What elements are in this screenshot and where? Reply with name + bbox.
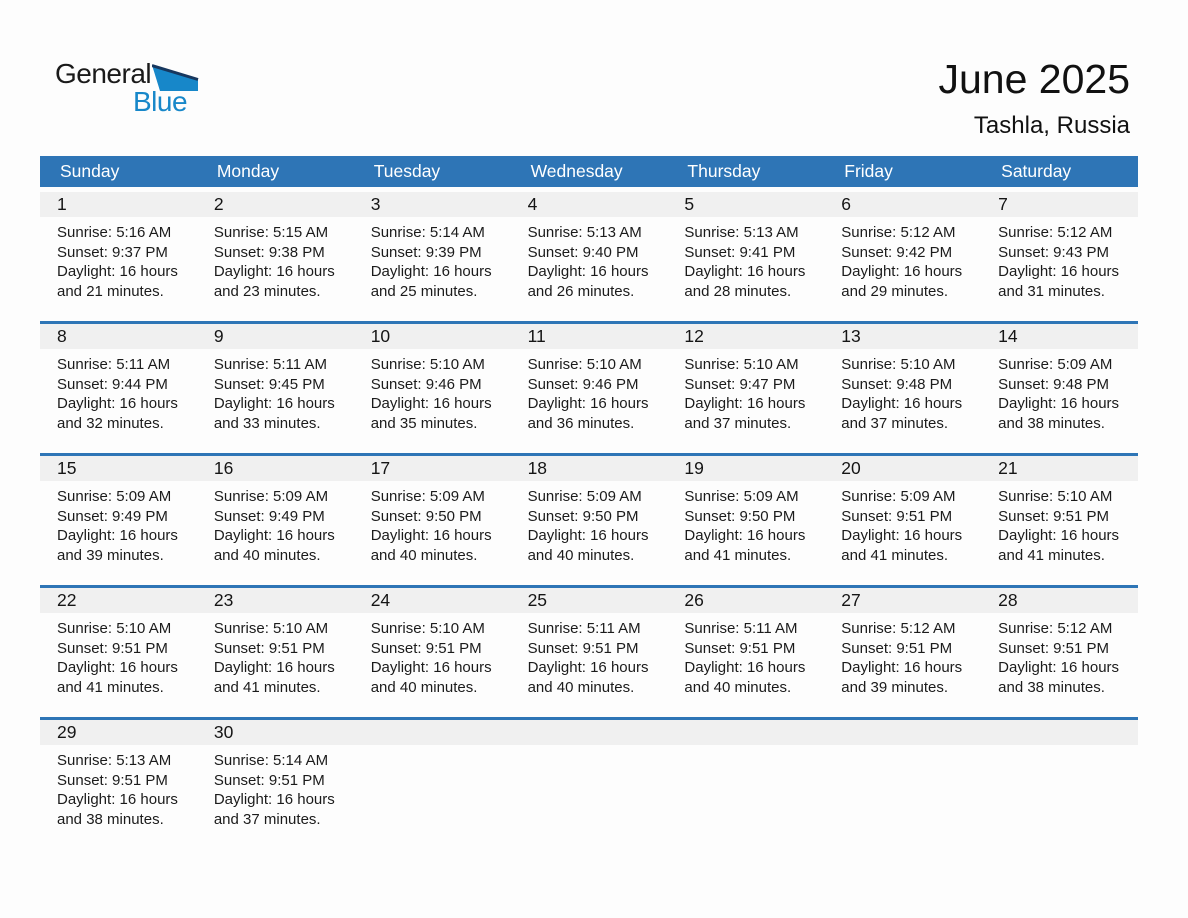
daylight-minutes-text: and 38 minutes. [998,678,1105,696]
calendar-title-block [938,57,1130,140]
calendar-day-cell [981,324,1138,453]
day-details [511,217,668,301]
day-details [981,217,1138,301]
calendar-empty-cell [511,720,668,849]
daylight-minutes-text: and 40 minutes. [684,678,792,696]
sunset-text: Sunset: 9:49 PM [213,507,325,525]
day-details [511,613,668,697]
sunset-text: Sunset: 9:47 PM [684,375,796,393]
day-details [667,481,824,565]
sunset-text: Sunset: 9:48 PM [841,375,953,393]
daylight-hours-text: Daylight: 16 hours [57,527,178,545]
daylight-hours-text: Daylight: 16 hours [370,395,492,413]
sunset-text: Sunset: 9:51 PM [213,771,325,789]
calendar-day-cell [511,192,668,321]
sunrise-text: Sunrise: 5:09 AM [841,488,956,505]
sunrise-text: Sunrise: 5:09 AM [998,356,1113,373]
day-number: 4 [527,194,538,214]
day-details [197,613,354,697]
day-details [197,745,354,829]
sunset-text: Sunset: 9:39 PM [370,243,482,261]
sunrise-text: Sunrise: 5:10 AM [370,356,485,373]
month-title: June 2025 [938,56,1130,102]
daylight-minutes-text: and 37 minutes. [841,414,949,432]
daylight-minutes-text: and 39 minutes. [841,678,949,696]
daylight-minutes-text: and 21 minutes. [57,282,164,300]
sunrise-text: Sunrise: 5:11 AM [684,620,798,637]
daylight-hours-text: Daylight: 16 hours [998,659,1120,677]
sunset-text: Sunset: 9:51 PM [213,639,325,657]
daylight-minutes-text: and 31 minutes. [998,282,1105,300]
calendar-day-cell [197,192,354,321]
daylight-hours-text: Daylight: 16 hours [370,527,492,545]
sunrise-text: Sunrise: 5:10 AM [527,356,642,373]
calendar-day-cell [824,192,981,321]
weekday-friday: Friday [844,161,893,181]
day-details [354,349,511,433]
sunset-text: Sunset: 9:45 PM [213,375,325,393]
sunrise-text: Sunrise: 5:16 AM [57,224,172,241]
calendar-day-cell [511,588,668,717]
daylight-hours-text: Daylight: 16 hours [213,263,335,281]
calendar-week-row [40,453,1138,585]
weekday-header-row [40,156,1138,187]
sunrise-text: Sunrise: 5:09 AM [213,488,329,505]
daylight-minutes-text: and 23 minutes. [213,282,321,300]
calendar-day-cell [667,192,824,321]
day-number: 22 [57,590,77,610]
day-number: 10 [370,326,391,346]
day-number: 25 [527,590,548,610]
day-number: 26 [684,590,704,610]
daylight-minutes-text: and 40 minutes. [527,546,635,564]
daylight-minutes-text: and 37 minutes. [213,810,321,828]
sunrise-text: Sunrise: 5:12 AM [841,224,956,241]
sunset-text: Sunset: 9:41 PM [684,243,796,261]
day-number: 23 [213,590,234,610]
sunset-text: Sunset: 9:37 PM [57,243,168,261]
calendar-day-cell [511,324,668,453]
sunset-text: Sunset: 9:46 PM [370,375,482,393]
calendar-week-row [40,585,1138,717]
daylight-hours-text: Daylight: 16 hours [527,527,649,545]
day-number: 27 [841,590,861,610]
day-details [824,481,981,565]
day-number: 6 [841,194,852,214]
sunrise-text: Sunrise: 5:10 AM [57,620,172,637]
calendar-day-cell [667,588,824,717]
daylight-minutes-text: and 41 minutes. [213,678,321,696]
day-number: 16 [213,458,234,478]
weekday-thursday: Thursday [687,161,761,181]
daylight-hours-text: Daylight: 16 hours [998,263,1120,281]
daylight-hours-text: Daylight: 16 hours [684,659,806,677]
daylight-minutes-text: and 32 minutes. [57,414,164,432]
calendar-week-row [40,192,1138,321]
daylight-minutes-text: and 37 minutes. [684,414,792,432]
day-details [354,217,511,301]
day-details [667,349,824,433]
calendar-weeks [40,192,1138,849]
day-details [667,217,824,301]
daylight-hours-text: Daylight: 16 hours [213,395,335,413]
day-number: 1 [57,194,67,214]
day-number: 20 [841,458,861,478]
sunset-text: Sunset: 9:50 PM [527,507,639,525]
day-number: 21 [998,458,1018,478]
sunrise-text: Sunrise: 5:12 AM [998,224,1113,241]
daylight-minutes-text: and 41 minutes. [684,546,792,564]
sunset-text: Sunset: 9:46 PM [527,375,639,393]
calendar-day-cell [354,192,511,321]
day-number: 11 [527,326,546,346]
calendar-day-cell [667,324,824,453]
sunset-text: Sunset: 9:44 PM [57,375,168,393]
calendar-day-cell [197,720,354,849]
calendar-day-cell [354,588,511,717]
sunrise-text: Sunrise: 5:13 AM [527,224,642,241]
calendar-day-cell [981,192,1138,321]
daylight-hours-text: Daylight: 16 hours [684,395,806,413]
calendar-day-cell [40,456,197,585]
daylight-hours-text: Daylight: 16 hours [841,395,963,413]
day-details [197,481,354,565]
sunset-text: Sunset: 9:51 PM [527,639,639,657]
calendar-table [40,156,1138,849]
calendar-empty-cell [667,720,824,849]
day-number: 3 [370,194,381,214]
weekday-saturday: Saturday [1001,161,1072,181]
calendar-empty-cell [824,720,981,849]
day-details [197,349,354,433]
calendar-day-cell [197,324,354,453]
calendar-day-cell [824,456,981,585]
day-details [511,349,668,433]
sunrise-text: Sunrise: 5:11 AM [213,356,327,373]
sunrise-text: Sunrise: 5:10 AM [684,356,799,373]
sunrise-text: Sunrise: 5:09 AM [57,488,172,505]
calendar-day-cell [40,720,197,849]
sunrise-text: Sunrise: 5:10 AM [841,356,956,373]
calendar-day-cell [824,324,981,453]
sunset-text: Sunset: 9:49 PM [57,507,168,525]
sunset-text: Sunset: 9:51 PM [370,639,482,657]
sunset-text: Sunset: 9:51 PM [841,507,953,525]
day-number: 29 [57,722,77,742]
logo-word-general: General [55,58,152,89]
day-number: 30 [213,722,234,742]
day-number: 17 [370,458,391,478]
daylight-minutes-text: and 35 minutes. [370,414,478,432]
day-number: 9 [213,326,224,346]
sunset-text: Sunset: 9:50 PM [684,507,796,525]
daylight-hours-text: Daylight: 16 hours [370,659,492,677]
daylight-hours-text: Daylight: 16 hours [57,263,178,281]
sunrise-text: Sunrise: 5:10 AM [998,488,1113,505]
weekday-sunday: Sunday [60,161,120,181]
day-number: 2 [213,194,224,214]
daylight-hours-text: Daylight: 16 hours [370,263,492,281]
location-subtitle: Tashla, Russia [973,112,1130,140]
weekday-wednesday: Wednesday [530,161,623,181]
daylight-hours-text: Daylight: 16 hours [213,659,335,677]
day-number: 24 [370,590,391,610]
daylight-minutes-text: and 25 minutes. [370,282,478,300]
calendar-empty-cell [354,720,511,849]
day-details [824,613,981,697]
calendar-week-row [40,321,1138,453]
sunset-text: Sunset: 9:42 PM [841,243,953,261]
daylight-minutes-text: and 41 minutes. [841,546,949,564]
daylight-minutes-text: and 40 minutes. [527,678,635,696]
day-details [40,349,197,433]
day-details [40,481,197,565]
calendar-empty-cell [981,720,1138,849]
day-number: 18 [527,458,548,478]
daylight-hours-text: Daylight: 16 hours [684,263,806,281]
sunrise-text: Sunrise: 5:14 AM [370,224,485,241]
daylight-hours-text: Daylight: 16 hours [841,527,963,545]
daylight-hours-text: Daylight: 16 hours [998,395,1120,413]
general-blue-logo [55,60,199,116]
calendar-day-cell [511,456,668,585]
day-number: 19 [684,458,704,478]
sunrise-text: Sunrise: 5:09 AM [527,488,642,505]
daylight-hours-text: Daylight: 16 hours [527,395,649,413]
daylight-hours-text: Daylight: 16 hours [841,659,963,677]
logo-word-blue: Blue [133,86,188,117]
daylight-hours-text: Daylight: 16 hours [213,527,335,545]
calendar-day-cell [824,588,981,717]
daylight-hours-text: Daylight: 16 hours [527,263,649,281]
daylight-minutes-text: and 28 minutes. [684,282,792,300]
daylight-minutes-text: and 40 minutes. [370,546,478,564]
calendar-day-cell [40,192,197,321]
day-details [981,613,1138,697]
daylight-minutes-text: and 38 minutes. [57,810,164,828]
sunset-text: Sunset: 9:51 PM [998,639,1110,657]
sunset-text: Sunset: 9:51 PM [998,507,1110,525]
day-number: 28 [998,590,1018,610]
daylight-minutes-text: and 33 minutes. [213,414,321,432]
daylight-minutes-text: and 41 minutes. [57,678,164,696]
daylight-minutes-text: and 40 minutes. [213,546,321,564]
daylight-hours-text: Daylight: 16 hours [57,791,178,809]
daylight-hours-text: Daylight: 16 hours [57,395,178,413]
day-number: 7 [998,194,1008,214]
day-details [824,349,981,433]
sunrise-text: Sunrise: 5:11 AM [527,620,641,637]
daylight-minutes-text: and 40 minutes. [370,678,478,696]
day-details [511,481,668,565]
day-details [981,481,1138,565]
calendar-day-cell [981,588,1138,717]
day-details [981,349,1138,433]
daylight-minutes-text: and 26 minutes. [527,282,635,300]
day-number: 13 [841,326,861,346]
day-details [667,613,824,697]
daylight-hours-text: Daylight: 16 hours [998,527,1120,545]
sunrise-text: Sunrise: 5:11 AM [57,356,171,373]
calendar-day-cell [981,456,1138,585]
daylight-minutes-text: and 38 minutes. [998,414,1105,432]
sunrise-text: Sunrise: 5:09 AM [370,488,485,505]
sunrise-text: Sunrise: 5:15 AM [213,224,329,241]
sunset-text: Sunset: 9:50 PM [370,507,482,525]
calendar-day-cell [354,456,511,585]
daylight-hours-text: Daylight: 16 hours [841,263,963,281]
sunrise-text: Sunrise: 5:12 AM [841,620,956,637]
daylight-minutes-text: and 41 minutes. [998,546,1105,564]
calendar-week-row [40,717,1138,849]
sunset-text: Sunset: 9:51 PM [684,639,796,657]
daylight-minutes-text: and 39 minutes. [57,546,164,564]
weekday-monday: Monday [216,161,280,181]
day-details [40,217,197,301]
sunrise-text: Sunrise: 5:10 AM [213,620,329,637]
day-details [40,745,197,829]
sunset-text: Sunset: 9:43 PM [998,243,1110,261]
day-details [197,217,354,301]
day-details [354,613,511,697]
day-number: 8 [57,326,67,346]
sunrise-text: Sunrise: 5:14 AM [213,752,329,769]
day-number: 14 [998,326,1018,346]
daylight-hours-text: Daylight: 16 hours [527,659,649,677]
sunrise-text: Sunrise: 5:13 AM [57,752,172,769]
sunset-text: Sunset: 9:40 PM [527,243,639,261]
calendar-day-cell [197,456,354,585]
calendar-day-cell [40,324,197,453]
sunset-text: Sunset: 9:48 PM [998,375,1110,393]
day-number: 12 [684,326,704,346]
day-number: 5 [684,194,695,214]
calendar-day-cell [667,456,824,585]
day-details [354,481,511,565]
daylight-hours-text: Daylight: 16 hours [684,527,806,545]
sunset-text: Sunset: 9:38 PM [213,243,325,261]
day-details [824,217,981,301]
sunrise-text: Sunrise: 5:09 AM [684,488,799,505]
calendar-day-cell [40,588,197,717]
calendar-day-cell [354,324,511,453]
sunset-text: Sunset: 9:51 PM [57,771,168,789]
sunrise-text: Sunrise: 5:10 AM [370,620,485,637]
sunset-text: Sunset: 9:51 PM [841,639,953,657]
daylight-minutes-text: and 36 minutes. [527,414,635,432]
calendar-day-cell [197,588,354,717]
daylight-hours-text: Daylight: 16 hours [213,791,335,809]
weekday-tuesday: Tuesday [373,161,441,181]
daylight-hours-text: Daylight: 16 hours [57,659,178,677]
sunset-text: Sunset: 9:51 PM [57,639,168,657]
sunrise-text: Sunrise: 5:13 AM [684,224,799,241]
day-details [40,613,197,697]
sunrise-text: Sunrise: 5:12 AM [998,620,1113,637]
day-number: 15 [57,458,77,478]
daylight-minutes-text: and 29 minutes. [841,282,949,300]
